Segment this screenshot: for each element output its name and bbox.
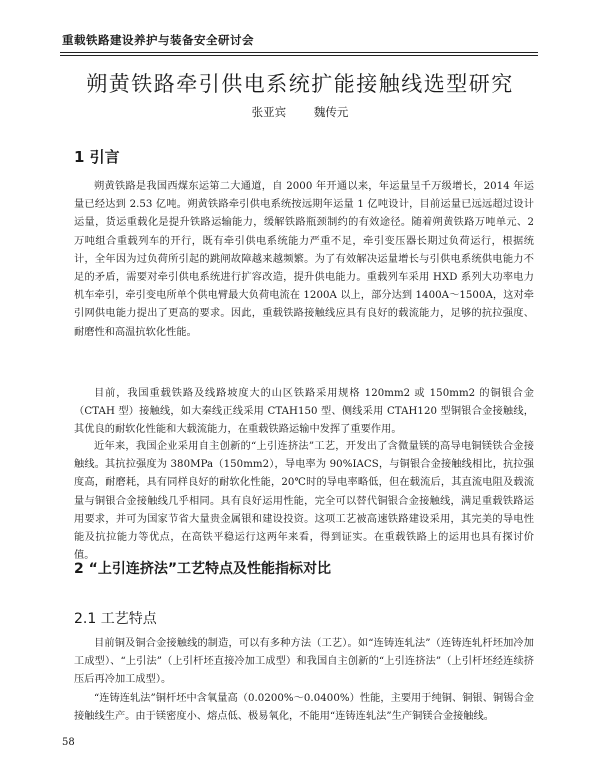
page-number: 58: [62, 737, 75, 748]
section-2-1-paragraph-1: 目前铜及铜合金接触线的制造，可以有多种方法（工艺）。如“连铸连轧法”（连铸连轧杆坯加冷加工成型）、“上引法”（上引杆坯直接冷加工成型）和我国自主创新的“上引连挤法”（上引杆坯经连续挤压后再冷加工成型）。: [74, 638, 534, 686]
paper-title: 朔黄铁路牵引供电系统扩能接触线选型研究: [86, 72, 514, 96]
header-rule: [60, 52, 538, 53]
section-1-heading: 1 引言: [74, 148, 120, 166]
section-1-paragraph-2: 目前，我国重载铁路及线路坡度大的山区铁路采用规格 120mm2 或 150mm2 的铜银合金（CTAH 型）接触线，如大秦线正线采用 CTAH150 型、侧线采用 CTAH120 型铜银合金接触线，其优良的耐软化性能和大载流能力，在重载铁路运输中发挥了重要作用。: [74, 388, 534, 436]
author-2: 魏传元: [313, 105, 349, 119]
section-2-heading: 2 “上引连挤法”工艺特点及性能指标对比: [74, 561, 332, 577]
section-2-1-paragraph-2: “连铸连轧法”铜杆坯中含氧量高（0.0200%～0.0400%）性能，主要用于纯铜、铜银、铜锡合金接触线生产。由于镁密度小、熔点低、极易氧化，不能用“连铸连轧法”生产铜镁合金接触线。: [74, 693, 534, 723]
section-1-paragraph-3: 近年来，我国企业采用自主创新的“上引连挤法”工艺，开发出了含微量镁的高导电铜镁铁合金接触线。其抗拉强度为 380MPa（150mm2），导电率为 90%IACS，与铜银合金接触线相比，抗拉强度高，耐磨耗，具有同样良好的耐软化性能，20℃时的导电率略低，但在载流后，其直流电阻及载流量与铜银合金接触线几乎相同。具有良好运用性能，完全可以替代铜银合金接触线，满足重载铁路运用要求，并可为国家节省大量贵金属银和建设投资。这项工艺被高速铁路建设采用，其完美的导电性能及抗拉能力等优点，在高铁平稳运行这两年来看，得到证实。在重载铁路上的运用也具有探讨价值。: [74, 441, 534, 562]
authors: [0, 104, 600, 120]
author-1: 张亚宾: [251, 105, 287, 119]
section-2-1-heading: 2.1 工艺特点: [74, 611, 157, 627]
running-head: 重载铁路建设养护与装备安全研讨会: [62, 33, 254, 47]
section-1-paragraph-1: 朔黄铁路是我国西煤东运第二大通道，自 2000 年开通以来，年运量呈千万级增长，2014 年运量已经达到 2.53 亿吨。朔黄铁路牵引供电系统按远期年运量 1 亿吨设计，目前运量已远远超过设计运量，货运重载化是提升铁路运输能力，缓解铁路瓶颈制约的有效途径。随着朔黄铁路万吨单元、2 万吨组合重载列车的开行，既有牵引供电系统能力严重不足，牵引变压器长期过负荷运行，根据统计，全年因为过负荷所引起的跳闸故障越来越频繁。为了有效解决运量增长与引供电系统供电能力不足的矛盾，需要对牵引供电系统进行扩容改造，提升供电能力。重载列车采用 HXD 系列大功率电力机车牵引，牵引变电所单个供电臂最大负荷电流在 1200A 以上，部分达到 1400A～1500A，这对牵引网供电能力提出了更高的要求。因此，重载铁路接触线应具有良好的载流能力，足够的抗拉强度、耐磨性和高温抗软化性能。: [74, 181, 534, 338]
header-rule-thin: [60, 55, 538, 56]
